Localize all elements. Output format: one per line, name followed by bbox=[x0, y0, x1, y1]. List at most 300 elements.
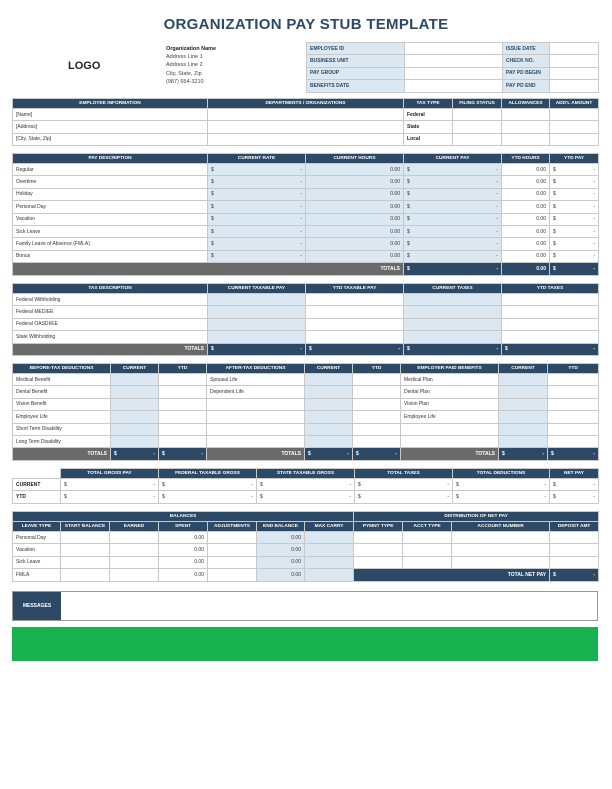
ytd-taxable[interactable] bbox=[306, 306, 404, 318]
gross-value-2[interactable] bbox=[257, 479, 355, 491]
dollar-sign: $ bbox=[456, 481, 459, 488]
dollar-sign: $ bbox=[407, 191, 410, 198]
id-value[interactable] bbox=[550, 43, 599, 55]
amount-value: - bbox=[593, 203, 595, 210]
ytd-pay[interactable] bbox=[550, 164, 599, 176]
dollar-sign: $ bbox=[211, 179, 214, 186]
after-ytd[interactable] bbox=[353, 423, 401, 435]
amount-value: - bbox=[593, 451, 595, 458]
filing-status[interactable] bbox=[453, 121, 502, 133]
pay-description-table bbox=[12, 153, 598, 276]
total-current-taxable[interactable] bbox=[208, 343, 306, 355]
current-rate[interactable] bbox=[208, 225, 306, 237]
addl-amount[interactable] bbox=[550, 109, 599, 121]
total-ytd-pay[interactable] bbox=[550, 263, 599, 275]
ytd-pay[interactable] bbox=[550, 213, 599, 225]
filing-status[interactable] bbox=[453, 109, 502, 121]
max-carry[interactable] bbox=[305, 569, 354, 581]
adjustments[interactable] bbox=[208, 532, 257, 544]
dollar-sign: $ bbox=[553, 166, 556, 173]
end-balance[interactable]: 0.00 bbox=[257, 544, 305, 556]
org-phone: (987) 654-3210 bbox=[166, 78, 204, 85]
start-balance[interactable] bbox=[61, 569, 110, 581]
earned[interactable] bbox=[110, 532, 159, 544]
deposit-amount[interactable] bbox=[550, 556, 599, 568]
current-rate[interactable] bbox=[208, 238, 306, 250]
after-ytd[interactable] bbox=[353, 374, 401, 386]
pay-row bbox=[13, 164, 599, 176]
id-label: EMPLOYEE ID bbox=[307, 43, 405, 55]
id-label: BUSINESS UNIT bbox=[307, 55, 405, 67]
org-name: Organization Name bbox=[166, 46, 217, 52]
current-rate[interactable] bbox=[208, 164, 306, 176]
dollar-sign: $ bbox=[553, 265, 556, 272]
current-pay[interactable] bbox=[404, 238, 502, 250]
dollar-sign: $ bbox=[308, 451, 311, 458]
total-net-pay-value[interactable] bbox=[550, 569, 599, 581]
employer-ytd[interactable] bbox=[548, 374, 599, 386]
amount-value: - bbox=[300, 346, 302, 353]
amount-value: - bbox=[593, 571, 596, 578]
th-gross-0: TOTAL GROSS PAY bbox=[61, 469, 159, 479]
account-number[interactable] bbox=[452, 532, 550, 544]
adjustments[interactable] bbox=[208, 544, 257, 556]
allowances[interactable] bbox=[502, 121, 550, 133]
earned[interactable] bbox=[110, 556, 159, 568]
before-current[interactable] bbox=[111, 398, 159, 410]
dollar-sign: $ bbox=[162, 481, 165, 488]
amount-value: - bbox=[593, 265, 595, 272]
id-value[interactable] bbox=[405, 55, 503, 67]
tax-description-table bbox=[12, 283, 598, 356]
addl-amount[interactable] bbox=[550, 121, 599, 133]
ytd-taxes[interactable] bbox=[502, 318, 599, 330]
before-ytd[interactable] bbox=[159, 435, 207, 447]
gross-value-0[interactable] bbox=[61, 491, 159, 503]
gross-row bbox=[13, 491, 599, 503]
th-bal-5: END BALANCE bbox=[257, 522, 305, 532]
pay-description: Regular bbox=[13, 164, 208, 176]
employer-current[interactable] bbox=[499, 398, 548, 410]
current-rate[interactable] bbox=[208, 250, 306, 262]
th-distribution: DISTRIBUTION OF NET PAY bbox=[354, 512, 599, 522]
before-tax-item: Long Term Disability bbox=[13, 435, 111, 447]
th-before-tax: BEFORE-TAX DEDUCTIONS bbox=[13, 364, 111, 374]
before-current[interactable] bbox=[111, 374, 159, 386]
current-hours[interactable]: 0.00 bbox=[306, 176, 404, 188]
end-balance[interactable]: 0.00 bbox=[257, 556, 305, 568]
th-before-ytd: YTD bbox=[159, 364, 207, 374]
account-number[interactable] bbox=[452, 556, 550, 568]
department-field[interactable] bbox=[208, 121, 404, 133]
account-type[interactable] bbox=[403, 544, 452, 556]
deduction-row bbox=[13, 423, 599, 435]
th-gross-5: NET PAY bbox=[550, 469, 599, 479]
payment-type[interactable] bbox=[354, 544, 403, 556]
spent[interactable]: 0.00 bbox=[159, 556, 208, 568]
current-taxes[interactable] bbox=[404, 331, 502, 343]
after-current[interactable] bbox=[305, 386, 353, 398]
th-pay-1: CURRENT RATE bbox=[208, 154, 306, 164]
before-current[interactable] bbox=[111, 386, 159, 398]
current-rate[interactable] bbox=[208, 176, 306, 188]
after-ytd[interactable] bbox=[353, 398, 401, 410]
before-ytd[interactable] bbox=[159, 386, 207, 398]
current-hours[interactable]: 0.00 bbox=[306, 250, 404, 262]
current-taxable[interactable] bbox=[208, 294, 306, 306]
deposit-amount[interactable] bbox=[550, 544, 599, 556]
after-tax-item[interactable] bbox=[207, 398, 305, 410]
dollar-sign: $ bbox=[407, 166, 410, 173]
pay-description: Overtime bbox=[13, 176, 208, 188]
current-hours[interactable]: 0.00 bbox=[306, 213, 404, 225]
dollar-sign: $ bbox=[407, 253, 410, 260]
total-ytd-hours[interactable]: 0.00 bbox=[502, 263, 550, 275]
ytd-hours[interactable]: 0.00 bbox=[502, 213, 550, 225]
gross-value-4[interactable] bbox=[453, 479, 550, 491]
dollar-sign: $ bbox=[162, 451, 165, 458]
before-total-ytd[interactable] bbox=[159, 448, 207, 460]
dollar-sign: $ bbox=[407, 179, 410, 186]
dollar-sign: $ bbox=[211, 253, 214, 260]
after-tax-item[interactable] bbox=[207, 411, 305, 423]
department-field[interactable] bbox=[208, 133, 404, 145]
after-total-current[interactable] bbox=[305, 448, 353, 460]
ytd-hours[interactable]: 0.00 bbox=[502, 176, 550, 188]
dollar-sign: $ bbox=[64, 494, 67, 501]
balances-table bbox=[12, 511, 598, 582]
current-pay[interactable] bbox=[404, 188, 502, 200]
th-bal-2: EARNED bbox=[110, 522, 159, 532]
th-bal-10: DEPOSIT AMT bbox=[550, 522, 599, 532]
employer-current[interactable] bbox=[499, 386, 548, 398]
before-current[interactable] bbox=[111, 435, 159, 447]
current-pay[interactable] bbox=[404, 164, 502, 176]
current-taxable[interactable] bbox=[208, 331, 306, 343]
max-carry[interactable] bbox=[305, 556, 354, 568]
amount-value: - bbox=[593, 228, 595, 235]
department-field[interactable] bbox=[208, 109, 404, 121]
id-label: BENEFITS DATE bbox=[307, 80, 405, 92]
current-pay[interactable] bbox=[404, 213, 502, 225]
th-bal-3: SPENT bbox=[159, 522, 208, 532]
ytd-pay[interactable] bbox=[550, 250, 599, 262]
after-ytd[interactable] bbox=[353, 435, 401, 447]
id-value[interactable] bbox=[405, 43, 503, 55]
th-after-tax: AFTER-TAX DEDUCTIONS bbox=[207, 364, 305, 374]
page-title: ORGANIZATION PAY STUB TEMPLATE bbox=[163, 16, 449, 33]
gross-value-0[interactable] bbox=[61, 479, 159, 491]
spent[interactable]: 0.00 bbox=[159, 569, 208, 581]
after-total-ytd[interactable] bbox=[353, 448, 401, 460]
current-taxes[interactable] bbox=[404, 294, 502, 306]
th-pay-0: PAY DESCRIPTION bbox=[13, 154, 208, 164]
id-value[interactable] bbox=[550, 67, 599, 79]
id-value[interactable] bbox=[550, 55, 599, 67]
after-current[interactable] bbox=[305, 411, 353, 423]
amount-value: - bbox=[496, 346, 498, 353]
start-balance[interactable] bbox=[61, 532, 110, 544]
pay-row bbox=[13, 188, 599, 200]
amount-value: - bbox=[153, 481, 155, 488]
before-ytd[interactable] bbox=[159, 411, 207, 423]
current-hours[interactable]: 0.00 bbox=[306, 188, 404, 200]
current-taxes[interactable] bbox=[404, 306, 502, 318]
current-rate[interactable] bbox=[208, 213, 306, 225]
logo: LOGO bbox=[68, 60, 101, 72]
account-type[interactable] bbox=[403, 532, 452, 544]
current-taxes[interactable] bbox=[404, 318, 502, 330]
gross-value-4[interactable] bbox=[453, 491, 550, 503]
start-balance[interactable] bbox=[61, 556, 110, 568]
ytd-hours[interactable]: 0.00 bbox=[502, 238, 550, 250]
current-pay[interactable] bbox=[404, 201, 502, 213]
before-total-current[interactable] bbox=[111, 448, 159, 460]
ytd-taxable[interactable] bbox=[306, 318, 404, 330]
total-ytd-taxes[interactable] bbox=[502, 343, 599, 355]
th-after-current: CURRENT bbox=[305, 364, 353, 374]
amount-value: - bbox=[300, 191, 302, 198]
addl-amount[interactable] bbox=[550, 133, 599, 145]
dollar-sign: $ bbox=[502, 451, 505, 458]
before-tax-item: Vision Benefit bbox=[13, 398, 111, 410]
id-value[interactable] bbox=[405, 80, 503, 92]
deductions-table bbox=[12, 363, 598, 461]
th-gross-2: STATE TAXABLE GROSS bbox=[257, 469, 355, 479]
employer-ytd[interactable] bbox=[548, 423, 599, 435]
amount-value: - bbox=[496, 166, 498, 173]
before-current[interactable] bbox=[111, 411, 159, 423]
ytd-pay[interactable] bbox=[550, 238, 599, 250]
after-current[interactable] bbox=[305, 398, 353, 410]
gross-value-5[interactable] bbox=[550, 479, 599, 491]
current-hours[interactable]: 0.00 bbox=[306, 201, 404, 213]
current-rate[interactable] bbox=[208, 188, 306, 200]
th-tax-2: YTD TAXABLE PAY bbox=[306, 284, 404, 294]
before-ytd[interactable] bbox=[159, 374, 207, 386]
ytd-pay[interactable] bbox=[550, 201, 599, 213]
account-type[interactable] bbox=[403, 556, 452, 568]
ytd-hours[interactable]: 0.00 bbox=[502, 225, 550, 237]
current-pay[interactable] bbox=[404, 250, 502, 262]
th-bal-8: ACCT TYPE bbox=[403, 522, 452, 532]
account-number[interactable] bbox=[452, 544, 550, 556]
footer-banner bbox=[12, 627, 598, 661]
th-tax-0: TAX DESCRIPTION bbox=[13, 284, 208, 294]
employee-field[interactable]: [Address] bbox=[13, 121, 208, 133]
allowances[interactable] bbox=[502, 133, 550, 145]
amount-value: - bbox=[447, 481, 449, 488]
tax-description: State Withholding bbox=[13, 331, 208, 343]
payment-type[interactable] bbox=[354, 556, 403, 568]
pay-description: Bonus bbox=[13, 250, 208, 262]
after-current[interactable] bbox=[305, 423, 353, 435]
ytd-pay[interactable] bbox=[550, 225, 599, 237]
amount-value: - bbox=[593, 166, 595, 173]
dollar-sign: $ bbox=[260, 494, 263, 501]
employer-benefit-item[interactable] bbox=[401, 423, 499, 435]
amount-value: - bbox=[153, 494, 155, 501]
id-row bbox=[307, 43, 599, 55]
before-ytd[interactable] bbox=[159, 423, 207, 435]
id-value[interactable] bbox=[405, 67, 503, 79]
employee-info-table bbox=[12, 98, 598, 146]
th-employee-info: EMPLOYEE INFORMATION bbox=[13, 99, 208, 109]
dollar-sign: $ bbox=[211, 203, 214, 210]
after-tax-item[interactable] bbox=[207, 435, 305, 447]
adjustments[interactable] bbox=[208, 556, 257, 568]
amount-value: - bbox=[496, 216, 498, 223]
adjustments[interactable] bbox=[208, 569, 257, 581]
deduction-row bbox=[13, 386, 599, 398]
before-tax-item: Dental Benefit bbox=[13, 386, 111, 398]
max-carry[interactable] bbox=[305, 532, 354, 544]
deposit-amount[interactable] bbox=[550, 532, 599, 544]
spent[interactable]: 0.00 bbox=[159, 532, 208, 544]
current-rate[interactable] bbox=[208, 201, 306, 213]
id-row bbox=[307, 55, 599, 67]
amount-value: - bbox=[300, 166, 302, 173]
employee-field[interactable]: [City, State, Zip] bbox=[13, 133, 208, 145]
employer-current[interactable] bbox=[499, 374, 548, 386]
th-pay-4: YTD HOURS bbox=[502, 154, 550, 164]
th-after-ytd: YTD bbox=[353, 364, 401, 374]
leave-type: Sick Leave bbox=[13, 556, 61, 568]
ytd-taxes[interactable] bbox=[502, 294, 599, 306]
after-ytd[interactable] bbox=[353, 411, 401, 423]
max-carry[interactable] bbox=[305, 544, 354, 556]
ytd-taxable[interactable] bbox=[306, 294, 404, 306]
tax-description: Federal OASDI/EE bbox=[13, 318, 208, 330]
ytd-hours[interactable]: 0.00 bbox=[502, 201, 550, 213]
deduction-row bbox=[13, 411, 599, 423]
dollar-sign: $ bbox=[553, 571, 556, 578]
employer-benefit-item[interactable] bbox=[401, 435, 499, 447]
current-taxable[interactable] bbox=[208, 318, 306, 330]
after-current[interactable] bbox=[305, 435, 353, 447]
amount-value: - bbox=[496, 203, 498, 210]
gross-value-1[interactable] bbox=[159, 479, 257, 491]
employer-ytd[interactable] bbox=[548, 398, 599, 410]
after-totals-label: TOTALS bbox=[207, 448, 305, 460]
tax-row bbox=[13, 294, 599, 306]
th-tax-4: YTD TAXES bbox=[502, 284, 599, 294]
employer-total-ytd[interactable] bbox=[548, 448, 599, 460]
th-employer-paid: EMPLOYER PAID BENEFITS bbox=[401, 364, 499, 374]
amount-value: - bbox=[349, 481, 351, 488]
ytd-pay[interactable] bbox=[550, 188, 599, 200]
gross-value-3[interactable] bbox=[355, 479, 453, 491]
before-current[interactable] bbox=[111, 423, 159, 435]
ytd-taxes[interactable] bbox=[502, 306, 599, 318]
employer-ytd[interactable] bbox=[548, 411, 599, 423]
gross-value-3[interactable] bbox=[355, 491, 453, 503]
total-ytd-taxable[interactable] bbox=[306, 343, 404, 355]
th-bal-9: ACCOUNT NUMBER bbox=[452, 522, 550, 532]
th-addl-amount: ADD'L AMOUNT bbox=[550, 99, 599, 109]
dollar-sign: $ bbox=[553, 179, 556, 186]
org-line1: Address Line 1 bbox=[166, 54, 203, 61]
messages-field[interactable] bbox=[61, 592, 597, 620]
earned[interactable] bbox=[110, 544, 159, 556]
payment-type[interactable] bbox=[354, 532, 403, 544]
spent[interactable]: 0.00 bbox=[159, 544, 208, 556]
tax-totals-row bbox=[13, 343, 599, 355]
start-balance[interactable] bbox=[61, 544, 110, 556]
ytd-pay[interactable] bbox=[550, 176, 599, 188]
employee-field[interactable]: [Name] bbox=[13, 109, 208, 121]
amount-value: - bbox=[593, 216, 595, 223]
ytd-taxes[interactable] bbox=[502, 331, 599, 343]
employer-ytd[interactable] bbox=[548, 435, 599, 447]
balance-row bbox=[13, 569, 599, 581]
gross-value-1[interactable] bbox=[159, 491, 257, 503]
ytd-hours[interactable]: 0.00 bbox=[502, 250, 550, 262]
th-bal-0: LEAVE TYPE bbox=[13, 522, 61, 532]
balance-row bbox=[13, 556, 599, 568]
dollar-sign: $ bbox=[553, 228, 556, 235]
current-hours[interactable]: 0.00 bbox=[306, 164, 404, 176]
th-pay-5: YTD PAY bbox=[550, 154, 599, 164]
id-label: PAY PD BEGIN bbox=[503, 67, 550, 79]
id-value[interactable] bbox=[550, 80, 599, 92]
employer-benefit-item: Vision Plan bbox=[401, 398, 499, 410]
ytd-hours[interactable]: 0.00 bbox=[502, 164, 550, 176]
total-current-taxes[interactable] bbox=[404, 343, 502, 355]
dollar-sign: $ bbox=[211, 216, 214, 223]
amount-value: - bbox=[201, 451, 203, 458]
dollar-sign: $ bbox=[162, 494, 165, 501]
before-tax-item: Employee Life bbox=[13, 411, 111, 423]
employer-current[interactable] bbox=[499, 411, 548, 423]
th-departments: DEPARTMENTS / ORGANIZATIONS bbox=[208, 99, 404, 109]
employer-total-current[interactable] bbox=[499, 448, 548, 460]
dollar-sign: $ bbox=[309, 346, 312, 353]
amount-value: - bbox=[544, 481, 546, 488]
gross-value-2[interactable] bbox=[257, 491, 355, 503]
amount-value: - bbox=[593, 346, 595, 353]
end-balance[interactable]: 0.00 bbox=[257, 569, 305, 581]
before-ytd[interactable] bbox=[159, 398, 207, 410]
current-hours[interactable]: 0.00 bbox=[306, 238, 404, 250]
current-pay[interactable] bbox=[404, 176, 502, 188]
after-tax-item[interactable] bbox=[207, 423, 305, 435]
pay-totals-label: TOTALS bbox=[13, 263, 404, 275]
employer-current[interactable] bbox=[499, 423, 548, 435]
leave-type: Personal Day bbox=[13, 532, 61, 544]
filing-status[interactable] bbox=[453, 133, 502, 145]
end-balance[interactable]: 0.00 bbox=[257, 532, 305, 544]
messages-box[interactable] bbox=[12, 591, 598, 621]
after-ytd[interactable] bbox=[353, 386, 401, 398]
total-current-pay[interactable] bbox=[404, 263, 502, 275]
earned[interactable] bbox=[110, 569, 159, 581]
current-hours[interactable]: 0.00 bbox=[306, 225, 404, 237]
employer-ytd[interactable] bbox=[548, 386, 599, 398]
employer-current[interactable] bbox=[499, 435, 548, 447]
dollar-sign: $ bbox=[407, 241, 410, 248]
current-pay[interactable] bbox=[404, 225, 502, 237]
tax-row bbox=[13, 306, 599, 318]
tax-type: Federal bbox=[404, 109, 453, 121]
current-taxable[interactable] bbox=[208, 306, 306, 318]
ytd-hours[interactable]: 0.00 bbox=[502, 188, 550, 200]
allowances[interactable] bbox=[502, 109, 550, 121]
ytd-taxable[interactable] bbox=[306, 331, 404, 343]
gross-value-5[interactable] bbox=[550, 491, 599, 503]
after-current[interactable] bbox=[305, 374, 353, 386]
after-tax-item: Dependent Life bbox=[207, 386, 305, 398]
